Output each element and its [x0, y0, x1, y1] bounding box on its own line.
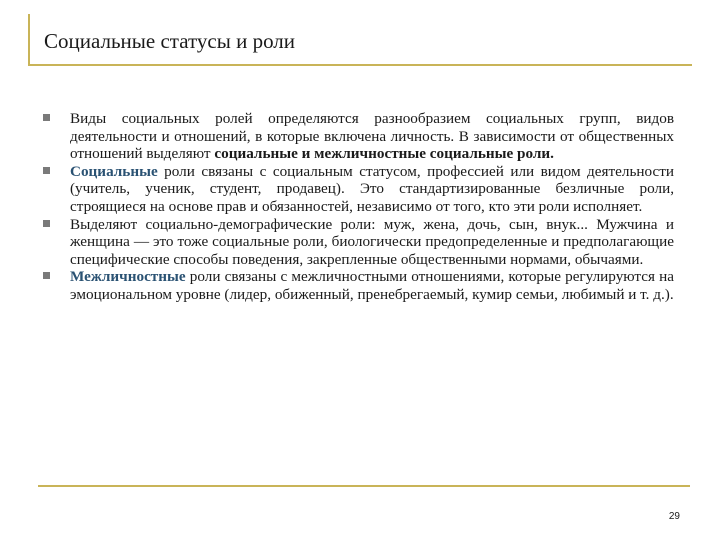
bullet-text: роли связаны с межличностными отношениями, которые регулируются на эмоциональном уровне (лидер, обиженный, пренебрегаемый, кумир семьи, любимый и т. д.). [70, 268, 674, 303]
square-bullet-icon [43, 220, 50, 227]
bullet-item-role-types [42, 110, 674, 163]
title-frame [28, 14, 692, 66]
title-frame-horizontal-line [28, 64, 692, 66]
bullet-list [42, 110, 674, 304]
page-number: 29 [668, 511, 680, 522]
bullet-accent-term: Социальные [70, 162, 158, 180]
bullet-bold-text: социальные и межличностные социальные роли. [214, 145, 554, 163]
slide-title: Социальные статусы и роли [44, 29, 296, 53]
footer-divider [38, 485, 690, 487]
square-bullet-icon [43, 114, 50, 121]
square-bullet-icon [43, 167, 50, 174]
bullet-text: Виды социальных ролей определяются разнообразием социальных групп, видов деятельности и отношений, в которые включена личность. В зависимости от общественных отношений выделяют [70, 110, 674, 163]
bullet-text: роли связаны с социальным статусом, профессией или видом деятельности (учитель, ученик, студент, продавец). Это стандартизированные безличные роли, строящиеся на основе прав и обязанностей, независимо от того, кто эти роли исполняет. [70, 162, 674, 215]
bullet-item-demographic-roles [42, 216, 674, 269]
title-frame-vertical-line [28, 14, 30, 66]
bullet-item-interpersonal-roles [42, 268, 674, 303]
bullet-item-social-roles [42, 163, 674, 216]
square-bullet-icon [43, 272, 50, 279]
bullet-text: Выделяют социально-демографические роли: муж, жена, дочь, сын, внук... Мужчина и женщина — это тоже социальные роли, биологически предопределенные и предполагающие специфические способы поведения, закрепленные общественными нормами, обычаями. [70, 215, 674, 268]
bullet-accent-term: Межличностные [70, 268, 186, 286]
